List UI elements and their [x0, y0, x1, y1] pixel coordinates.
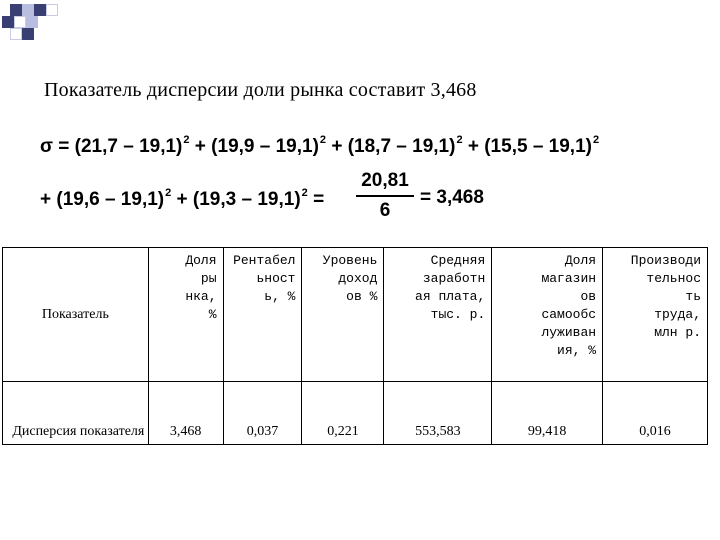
- table-header-row: [3, 248, 708, 382]
- formula-term-4: + (15,5 – 19,1): [462, 136, 592, 157]
- formula-term-5: + (19,6 – 19,1): [40, 189, 165, 210]
- formula-line-1: σ = (21,7 – 19,1)$^2$ + (19,9 – 19,1)$^2$ + (18,7 – 19,1)$^2$ + (15,5 – 19,1)$^2$: [40, 134, 600, 157]
- table-cell: 0,221: [302, 382, 384, 445]
- table-cell: 3,468: [148, 382, 223, 445]
- dispersion-table: [2, 247, 708, 445]
- decorative-squares: [0, 0, 70, 50]
- fraction-bar: [356, 195, 414, 197]
- column-header: Рентабел ьност ь, %: [223, 248, 302, 382]
- table-row: [3, 382, 708, 445]
- formula-term-1: σ = (21,7 – 19,1): [40, 136, 183, 157]
- table-cell: 0,016: [603, 382, 708, 445]
- formula-result: = 3,468: [420, 187, 484, 208]
- column-header: Средняя заработн ая плата, тыс. р.: [384, 248, 492, 382]
- row-label: Дисперсия показателя: [3, 382, 149, 445]
- table-cell: 0,037: [223, 382, 302, 445]
- fraction-numerator: 20,81: [361, 170, 409, 191]
- column-header: Доля ры нка, %: [148, 248, 223, 382]
- table-cell: 99,418: [492, 382, 603, 445]
- fraction-denominator: 6: [379, 200, 391, 221]
- column-header: Производи тельнос ть труда, млн р.: [603, 248, 708, 382]
- formula-term-6: + (19,3 – 19,1): [171, 189, 301, 210]
- column-header: Уровень доход ов %: [302, 248, 384, 382]
- formula-term-3: + (18,7 – 19,1): [326, 136, 456, 157]
- header-indicator: Показатель: [3, 248, 149, 382]
- formula-fraction: [356, 170, 414, 222]
- formula-line-2: + (19,6 – 19,1)$^2$ + (19,3 – 19,1)$^2$ =: [40, 187, 325, 210]
- column-header: Доля магазин ов самообс луживан ия, %: [492, 248, 603, 382]
- formula-term-2: + (19,9 – 19,1): [189, 136, 319, 157]
- table-cell: 553,583: [384, 382, 492, 445]
- formula-equals: =: [313, 189, 325, 210]
- slide-title: Показатель дисперсии доли рынка составит 3,468: [44, 79, 477, 101]
